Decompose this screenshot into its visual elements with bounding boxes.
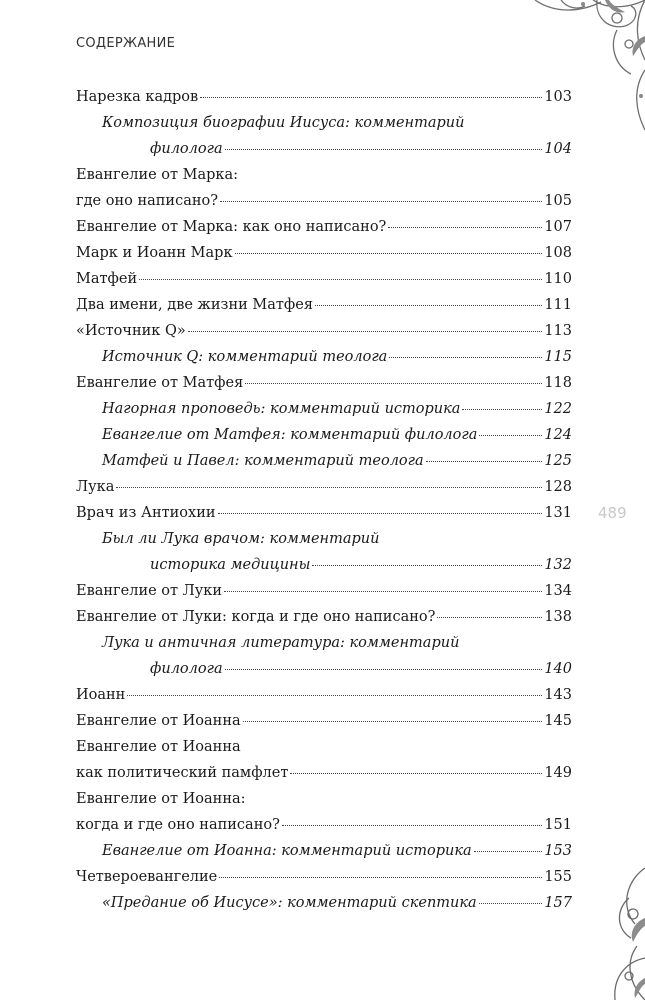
dot-leader — [474, 851, 543, 852]
toc-entry-title: Матфей — [76, 271, 138, 287]
toc-page-number: 138 — [544, 609, 572, 625]
toc-entry[interactable] — [76, 838, 572, 864]
dot-leader — [243, 721, 543, 722]
toc-entry-title: Четвероевангелие — [76, 869, 218, 885]
corner-ornament-bottom-right — [585, 858, 645, 1000]
dot-leader — [389, 357, 542, 358]
toc-page-number: 115 — [544, 349, 572, 365]
toc-entry[interactable] — [76, 422, 572, 448]
toc-page-number: 140 — [544, 661, 572, 677]
toc-entry-title: Два имени, две жизни Матфея — [76, 297, 313, 313]
toc-entry-title-continuation: где оно написано? — [76, 193, 219, 209]
toc-entry-title: Евангелие от Марка: как оно написано? — [76, 219, 387, 235]
toc-page-number: 104 — [544, 141, 572, 157]
toc-entry[interactable] — [76, 734, 572, 786]
toc-entry-title: Евангелие от Луки — [76, 583, 223, 599]
toc-entry-title: Евангелие от Марка: — [76, 167, 239, 183]
dot-leader — [479, 435, 542, 436]
toc-page-number: 155 — [544, 869, 572, 885]
toc-entry-title-continuation: историка медицины — [150, 557, 311, 573]
toc-entry[interactable] — [76, 266, 572, 292]
toc-entry-title: «Предание об Иисусе»: комментарий скептика — [102, 895, 477, 911]
toc-entry[interactable] — [76, 162, 572, 214]
toc-page-number: 103 — [544, 89, 572, 105]
toc-entry-title-continuation: филолога — [150, 661, 223, 677]
toc-page-number: 151 — [544, 817, 572, 833]
toc-entry[interactable] — [76, 786, 572, 838]
dot-leader — [462, 409, 542, 410]
toc-entry-title: Евангелие от Иоанна: — [76, 791, 246, 807]
dot-leader — [290, 773, 542, 774]
toc-page-number: 134 — [544, 583, 572, 599]
toc-page-number: 157 — [544, 895, 572, 911]
toc-entry[interactable] — [76, 240, 572, 266]
toc-entry-title: Нагорная проповедь: комментарий историка — [102, 401, 461, 417]
toc-entry[interactable] — [76, 448, 572, 474]
toc-page-number: 125 — [544, 453, 572, 469]
toc-entry[interactable] — [76, 214, 572, 240]
toc-entry-title: Евангелие от Иоанна: комментарий историка — [102, 843, 472, 859]
toc-page-number: 145 — [544, 713, 572, 729]
toc-entry[interactable] — [76, 318, 572, 344]
toc-page-number: 132 — [544, 557, 572, 573]
dot-leader — [116, 487, 542, 488]
toc-page-number: 131 — [544, 505, 572, 521]
dot-leader — [219, 877, 542, 878]
toc-entry-title: Евангелие от Иоанна — [76, 739, 241, 755]
dot-leader — [479, 903, 543, 904]
dot-leader — [220, 201, 542, 202]
toc-entry-title-continuation: филолога — [150, 141, 223, 157]
dot-leader — [224, 591, 542, 592]
dot-leader — [312, 565, 542, 566]
toc-page-number: 118 — [544, 375, 572, 391]
toc-page-number: 111 — [544, 297, 572, 313]
toc-page-number: 143 — [544, 687, 572, 703]
section-header: СОДЕРЖАНИЕ — [76, 36, 176, 51]
toc-page-number: 110 — [544, 271, 572, 287]
toc-entry-title: Композиция биографии Иисуса: комментарий — [102, 115, 465, 131]
toc-entry[interactable] — [76, 682, 572, 708]
toc-entry[interactable] — [76, 292, 572, 318]
toc-entry-title: Евангелие от Матфея: комментарий филолога — [102, 427, 478, 443]
dot-leader — [188, 331, 543, 332]
toc-entry-title: Евангелие от Луки: когда и где оно написано? — [76, 609, 436, 625]
toc-entry-title: Врач из Антиохии — [76, 505, 216, 521]
toc-entry-title: Источник Q: комментарий теолога — [102, 349, 388, 365]
dot-leader — [426, 461, 543, 462]
dot-leader — [282, 825, 542, 826]
toc-entry-title: Матфей и Павел: комментарий теолога — [102, 453, 424, 469]
toc-page-number: 113 — [544, 323, 572, 339]
toc-entry-title: Лука — [76, 479, 115, 495]
toc-page-number: 107 — [544, 219, 572, 235]
dot-leader — [218, 513, 543, 514]
toc-entry[interactable] — [76, 708, 572, 734]
toc-entry-title: Марк и Иоанн Марк — [76, 245, 233, 261]
toc-page-number: 105 — [544, 193, 572, 209]
toc-page-number: 122 — [544, 401, 572, 417]
toc-entry[interactable] — [76, 396, 572, 422]
dot-leader — [437, 617, 542, 618]
dot-leader — [200, 97, 542, 98]
toc-entry[interactable] — [76, 890, 572, 916]
toc-page-number: 124 — [544, 427, 572, 443]
toc-entry-title: Евангелие от Иоанна — [76, 713, 241, 729]
dot-leader — [127, 695, 542, 696]
toc-entry[interactable] — [76, 630, 572, 682]
dot-leader — [388, 227, 542, 228]
toc-entry[interactable] — [76, 526, 572, 578]
toc-entry-title-continuation: когда и где оно написано? — [76, 817, 280, 833]
toc-entry[interactable] — [76, 578, 572, 604]
toc-entry[interactable] — [76, 84, 572, 110]
dot-leader — [225, 149, 543, 150]
toc-entry-title: Лука и античная литература: комментарий — [102, 635, 460, 651]
dot-leader — [245, 383, 542, 384]
toc-entry-title-continuation: как политический памфлет — [76, 765, 289, 781]
table-of-contents — [76, 84, 572, 916]
toc-page-number: 128 — [544, 479, 572, 495]
dot-leader — [139, 279, 542, 280]
toc-page-number: 149 — [544, 765, 572, 781]
toc-page-number: 108 — [544, 245, 572, 261]
toc-entry-title: «Источник Q» — [76, 323, 186, 339]
toc-entry[interactable] — [76, 110, 572, 162]
toc-entry-title: Был ли Лука врачом: комментарий — [102, 531, 380, 547]
toc-entry[interactable] — [76, 604, 572, 630]
toc-entry[interactable] — [76, 344, 572, 370]
toc-entry-title: Евангелие от Матфея — [76, 375, 244, 391]
toc-page-number: 153 — [544, 843, 572, 859]
toc-entry[interactable] — [76, 370, 572, 396]
toc-entry[interactable] — [76, 474, 572, 500]
dot-leader — [225, 669, 543, 670]
dot-leader — [315, 305, 542, 306]
toc-entry-title: Нарезка кадров — [76, 89, 199, 105]
dot-leader — [235, 253, 543, 254]
toc-entry[interactable] — [76, 864, 572, 890]
toc-entry-title: Иоанн — [76, 687, 126, 703]
toc-entry[interactable] — [76, 500, 572, 526]
page-number: 489 — [598, 504, 627, 522]
